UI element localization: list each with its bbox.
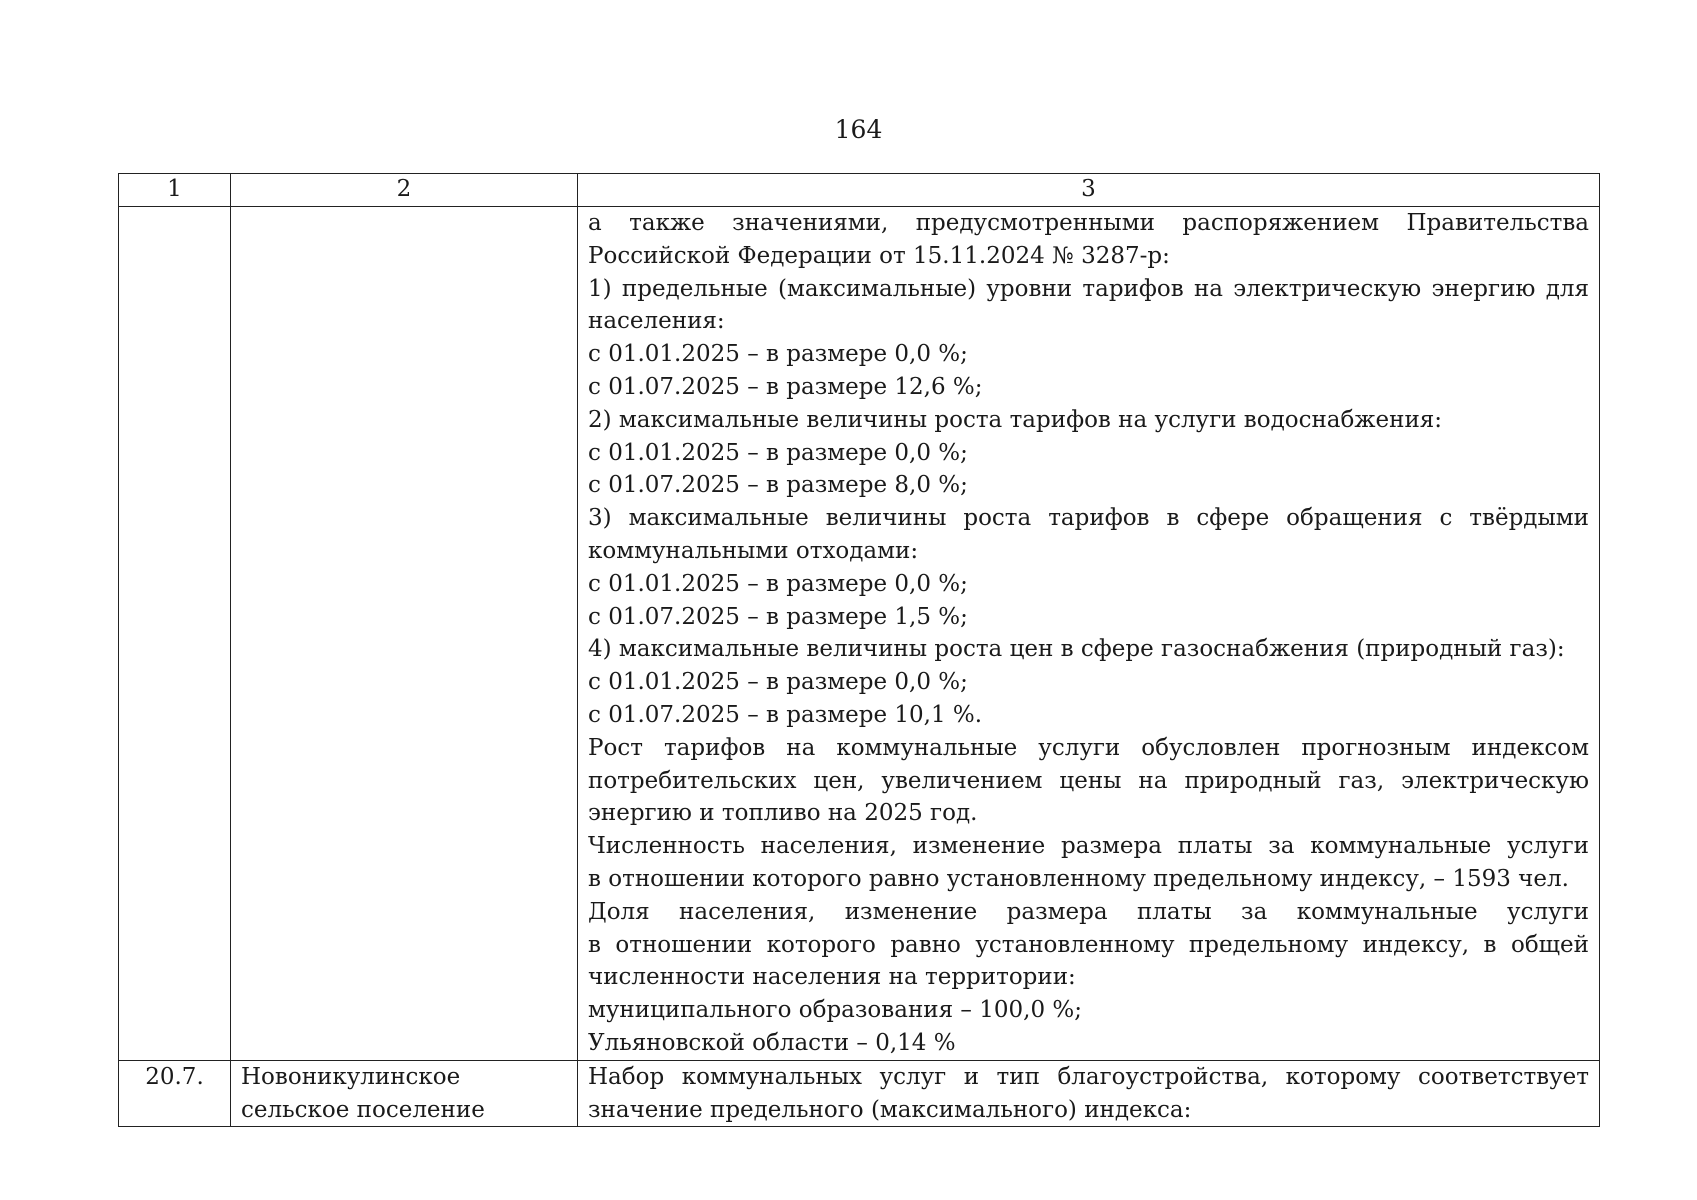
table-row-20-7 xyxy=(119,1060,1600,1127)
column-header-1: 1 xyxy=(119,174,231,207)
text-line: Ульяновской области – 0,14 % xyxy=(588,1029,956,1056)
table-row-continued xyxy=(119,207,1600,1061)
municipality-name-line-2: сельское поселение xyxy=(241,1096,485,1123)
text-line: с 01.07.2025 – в размере 10,1 %. xyxy=(588,701,983,728)
text-line: с 01.01.2025 – в размере 0,0 %; xyxy=(588,669,968,696)
text-line: коммунальными отходами: xyxy=(588,537,919,564)
row-number-20-7: 20.7. xyxy=(119,1060,231,1127)
municipality-name-cell xyxy=(231,1060,578,1127)
text-line: Численность населения, изменение размера платы за коммунальные услуги xyxy=(588,833,1589,860)
text-line: 1) предельные (максимальные) уровни тарифов на электрическую энергию для xyxy=(588,275,1589,302)
text-line: с 01.07.2025 – в размере 12,6 %; xyxy=(588,373,983,400)
table-header-row xyxy=(119,174,1600,207)
page-number: 164 xyxy=(834,115,883,144)
text-line: потребительских цен, увеличением цены на природный газ, электрическую xyxy=(588,767,1589,794)
municipality-name-line-1: Новоникулинское xyxy=(241,1063,461,1090)
text-line: энергию и топливо на 2025 год. xyxy=(588,800,978,827)
continued-row-text-cell xyxy=(578,207,1600,1061)
text-line: с 01.01.2025 – в размере 0,0 %; xyxy=(588,439,968,466)
text-line: 4) максимальные величины роста цен в сфере газоснабжения (природный газ): xyxy=(588,636,1565,663)
text-line: Доля населения, изменение размера платы за коммунальные услуги xyxy=(588,898,1589,925)
continued-row-name-cell xyxy=(231,207,578,1061)
row-20-7-text-line-1: Набор коммунальных услуг и тип благоустройства, которому соответствует xyxy=(588,1063,1589,1090)
text-line: с 01.07.2025 – в размере 8,0 %; xyxy=(588,472,968,499)
text-line: с 01.01.2025 – в размере 0,0 %; xyxy=(588,570,968,597)
row-20-7-text-line-2: значение предельного (максимального) индекса: xyxy=(588,1096,1192,1123)
text-line: с 01.01.2025 – в размере 0,0 %; xyxy=(588,341,968,368)
tariff-table xyxy=(118,173,1600,1127)
column-header-2: 2 xyxy=(231,174,578,207)
text-line: в отношении которого равно установленному предельному индексу, в общей xyxy=(588,931,1589,958)
text-line: 2) максимальные величины роста тарифов на услуги водоснабжения: xyxy=(588,406,1443,433)
text-line: муниципального образования – 100,0 %; xyxy=(588,997,1082,1024)
text-line: с 01.07.2025 – в размере 1,5 %; xyxy=(588,603,968,630)
text-line: численности населения на территории: xyxy=(588,964,1076,991)
text-line: в отношении которого равно установленному предельному индексу, – 1593 чел. xyxy=(588,865,1569,892)
text-line: Рост тарифов на коммунальные услуги обусловлен прогнозным индексом xyxy=(588,734,1589,761)
text-line: 3) максимальные величины роста тарифов в сфере обращения с твёрдыми xyxy=(588,505,1589,532)
text-line: а также значениями, предусмотренными распоряжением Правительства xyxy=(588,210,1589,236)
row-20-7-text-cell xyxy=(578,1060,1600,1127)
continued-row-number-cell xyxy=(119,207,231,1061)
text-line: населения: xyxy=(588,308,725,335)
column-header-3: 3 xyxy=(578,174,1600,207)
text-line: Российской Федерации от 15.11.2024 № 3287-р: xyxy=(588,242,1170,269)
